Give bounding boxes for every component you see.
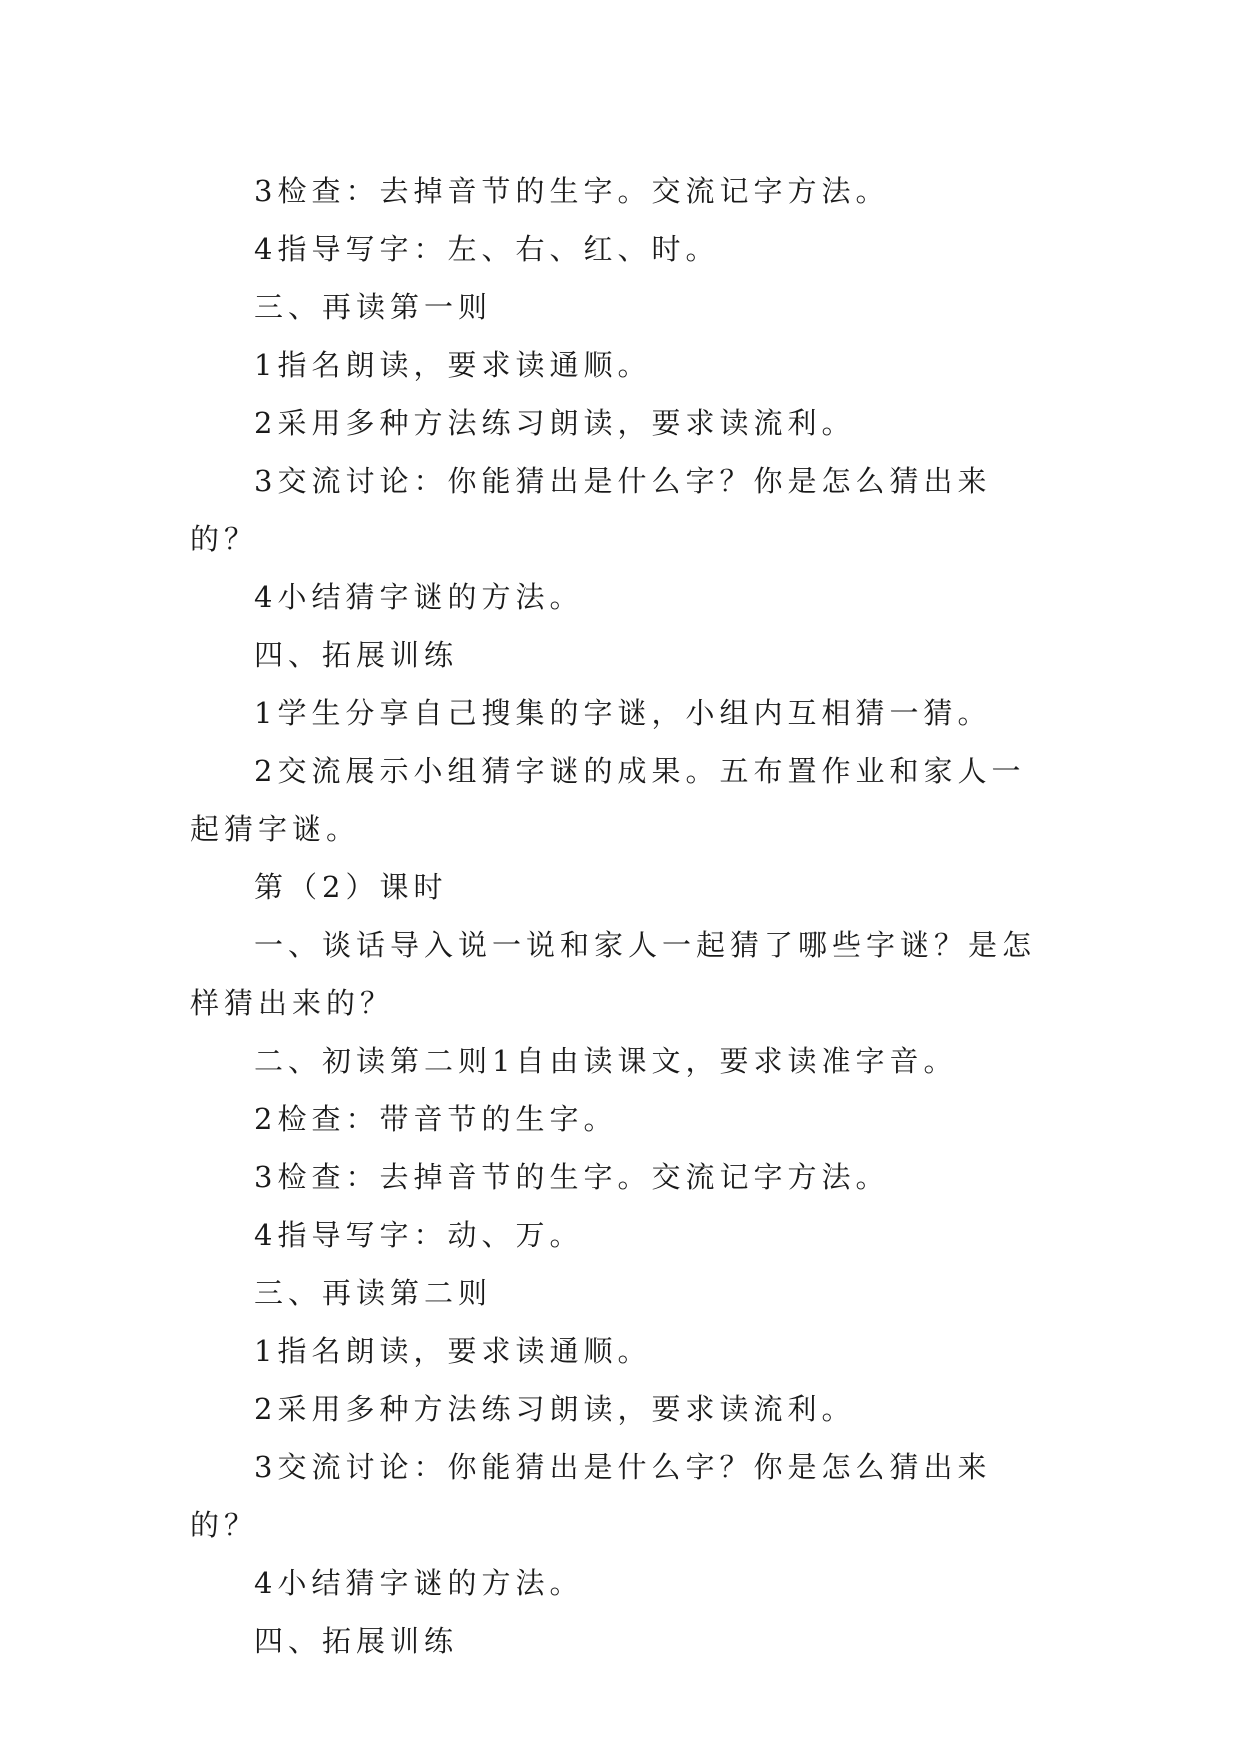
section-heading: 一、谈话导入说一说和家人一起猜了哪些字谜？是怎样猜出来的？ xyxy=(190,928,1037,1020)
paragraph: 3检查：去掉音节的生字。交流记字方法。 xyxy=(254,174,890,208)
paragraph: 2检查：带音节的生字。 xyxy=(254,1102,618,1136)
paragraph: 2采用多种方法练习朗读，要求读流利。 xyxy=(254,1392,856,1426)
paragraph: 4指导写字：动、万。 xyxy=(254,1218,584,1252)
paragraph: 2交流展示小组猜字谜的成果。五布置作业和家人一起猜字谜。 xyxy=(190,754,1026,846)
paragraph: 3交流讨论：你能猜出是什么字？你是怎么猜出来的？ xyxy=(190,1450,992,1542)
paragraph: 4小结猜字谜的方法。 xyxy=(254,1566,584,1600)
paragraph: 1指名朗读，要求读通顺。 xyxy=(254,348,652,382)
section-heading: 二、初读第二则1自由读课文，要求读准字音。 xyxy=(254,1044,958,1078)
section-heading: 四、拓展训练 xyxy=(254,638,459,672)
document-body xyxy=(190,162,1055,1670)
paragraph: 4指导写字：左、右、红、时。 xyxy=(254,232,720,266)
section-heading: 三、再读第一则 xyxy=(254,290,493,324)
paragraph: 3交流讨论：你能猜出是什么字？你是怎么猜出来的？ xyxy=(190,464,992,556)
paragraph: 2采用多种方法练习朗读，要求读流利。 xyxy=(254,406,856,440)
section-heading: 四、拓展训练 xyxy=(254,1624,459,1658)
paragraph: 4小结猜字谜的方法。 xyxy=(254,580,584,614)
section-heading: 三、再读第二则 xyxy=(254,1276,493,1310)
paragraph: 3检查：去掉音节的生字。交流记字方法。 xyxy=(254,1160,890,1194)
lesson-heading: 第（2）课时 xyxy=(254,870,448,904)
paragraph: 1指名朗读，要求读通顺。 xyxy=(254,1334,652,1368)
paragraph: 1学生分享自己搜集的字谜，小组内互相猜一猜。 xyxy=(254,696,992,730)
